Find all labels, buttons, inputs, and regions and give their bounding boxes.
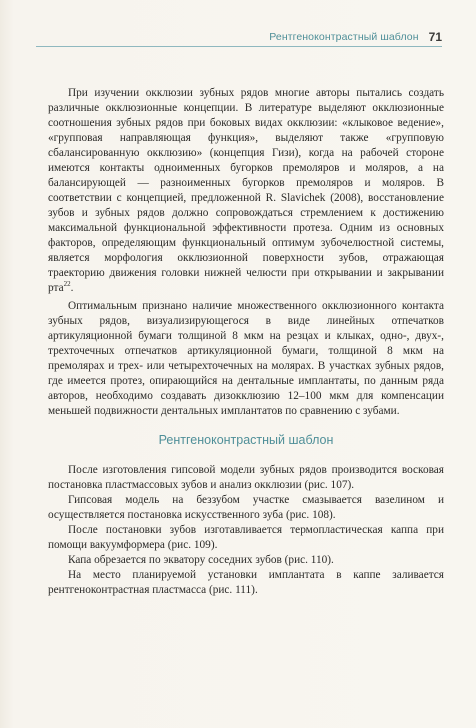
section-paragraph-5: На место планируемой установки имплантата в каппе заливается рентгеноконтрастная пластмасса (рис. 111).: [48, 569, 444, 596]
header-rule: [36, 46, 442, 47]
section-paragraph-2: Гипсовая модель на беззубом участке смазывается вазелином и осуществляется постановка искусственного зуба (рис. 108).: [48, 494, 444, 521]
paragraph-1: При изучении окклюзии зубных рядов многие авторы пытались создать различные окклюзионные концепции. В литературе выделяют окклюзионные соотношения зубных рядов при боковых видах окклюзии: «клыковое ведение», «групповая направляющая функция», выделяют также «групповую сбалансированную окклюзию» (концепция Гизи), когда на рабочей стороне имеются контакты одноименных бугорков премоляров и моляров, а на балансирующей — разноименных бугорков премоляров и моляров. В соответствии с концепцией, предложенной R. Slavichek (2008), восстановление зубов и зубных рядов должно сопровождаться стремлением к достижению максимальной функциональной эффективности протеза. Одним из основных факторов, определяющим функциональный оптимум зубочелюстной системы, является морфология окклюзионной поверхности зубов, отражающая траекторию движения головки нижней челюсти при открывании и закрывании рта$^{22}$.: [48, 87, 444, 294]
section-paragraph-3: После постановки зубов изготавливается термопластическая каппа при помощи вакуумформера (рис. 109).: [48, 524, 444, 551]
page-header: [36, 30, 442, 44]
paragraph-1-text: При изучении окклюзии зубных рядов многие авторы пытались создать различные окклюзионные концепции. В литературе выделяют окклюзионные соотношения зубных рядов при боковых видах окклюзии: «клыковое ведение», «групповая направляющая функция», выделяют также «групповую сбалансированную окклюзию» (концепция Гизи), когда на рабочей стороне имеются контакты одноименных бугорков премоляров и моляров, а на балансирующей — разноименных бугорков премоляров и моляров. В соответствии с концепцией, предложенной R. Slavichek (2008), восстановление зубов и зубных рядов должно сопровождаться стремлением к достижению максимальной функциональной эффективности протеза. Одним из основных факторов, определяющим функциональный оптимум зубочелюстной системы, является морфология окклюзионной поверхности зубов, отражающая траекторию движения головки нижней челюсти при открывании и закрывании рта: [48, 87, 444, 294]
page-body: [48, 86, 444, 598]
page-number: 71: [428, 30, 442, 44]
paragraph-2: Оптимальным признано наличие множественного окклюзионного контакта зубных рядов, визуализирующегося в виде линейных отпечатков артикуляционной бумаги толщиной 8 мкм на резцах и клыках, одно-, двух-, трехточечных отпечатков артикуляционной бумаги, толщиной 8 мкм на премолярах и трех- или четырехточечных на молярах. В участках зубных рядов, где имеется протез, опирающийся на дентальные имплантаты, по данным ряда авторов, необходимо создавать дизокклюзию 12–100 мкм для компенсации меньшей подвижности дентальных имплантатов по сравнению с зубами.: [48, 300, 444, 417]
running-title: Рентгеноконтрастный шаблон: [269, 31, 419, 43]
footnote-reference: 22: [63, 280, 71, 289]
section-paragraph-1: После изготовления гипсовой модели зубных рядов производится восковая постановка пластмассовых зубов и анализ окклюзии (рис. 107).: [48, 464, 444, 491]
section-paragraph-4: Капа обрезается по экватору соседних зубов (рис. 110).: [68, 554, 334, 566]
section-heading: Рентгеноконтрастный шаблон: [158, 433, 334, 447]
